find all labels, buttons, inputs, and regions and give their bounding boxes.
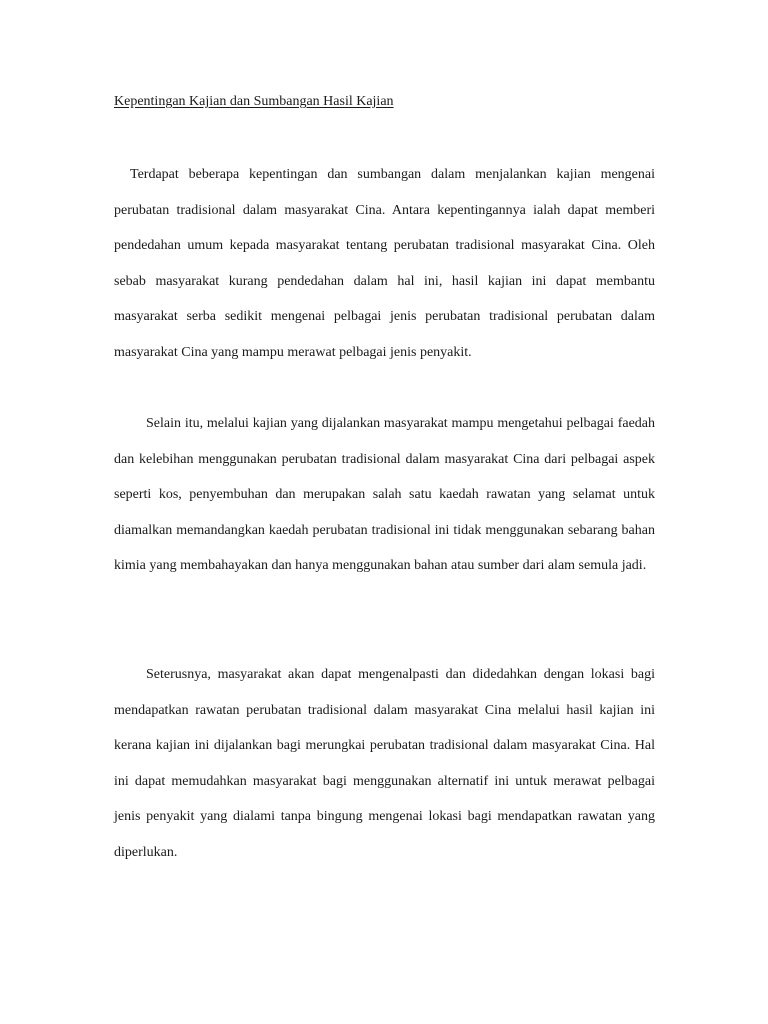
section-heading: Kepentingan Kajian dan Sumbangan Hasil Kajian (114, 94, 394, 109)
paragraph-2: Selain itu, melalui kajian yang dijalankan masyarakat mampu mengetahui pelbagai faedah dan kelebihan menggunakan perubatan tradisional dalam masyarakat Cina dari pelbagai aspek seperti kos, penyembuhan dan merupakan salah satu kaedah rawatan yang selamat untuk diamalkan memandangkan kaedah perubatan tradisional ini tidak menggunakan sebarang bahan kimia yang membahayakan dan hanya menggunakan bahan atau sumber dari alam semula jadi. (114, 416, 655, 573)
paragraph-3: Seterusnya, masyarakat akan dapat mengenalpasti dan didedahkan dengan lokasi bagi mendapatkan rawatan perubatan tradisional dalam masyarakat Cina melalui hasil kajian ini kerana kajian ini dijalankan bagi merungkai perubatan tradisional dalam masyarakat Cina. Hal ini dapat memudahkan masyarakat bagi menggunakan alternatif ini untuk merawat pelbagai jenis penyakit yang dialami tanpa bingung mengenai lokasi bagi mendapatkan rawatan yang diperlukan. (114, 667, 655, 860)
paragraph-1: Terdapat beberapa kepentingan dan sumbangan dalam menjalankan kajian mengenai perubatan tradisional dalam masyarakat Cina. Antara kepentingannya ialah dapat memberi pendedahan umum kepada masyarakat tentang perubatan tradisional masyarakat Cina. Oleh sebab masyarakat kurang pendedahan dalam hal ini, hasil kajian ini dapat membantu masyarakat serba sedikit mengenai pelbagai jenis perubatan tradisional perubatan dalam masyarakat Cina yang mampu merawat pelbagai jenis penyakit. (114, 167, 655, 360)
